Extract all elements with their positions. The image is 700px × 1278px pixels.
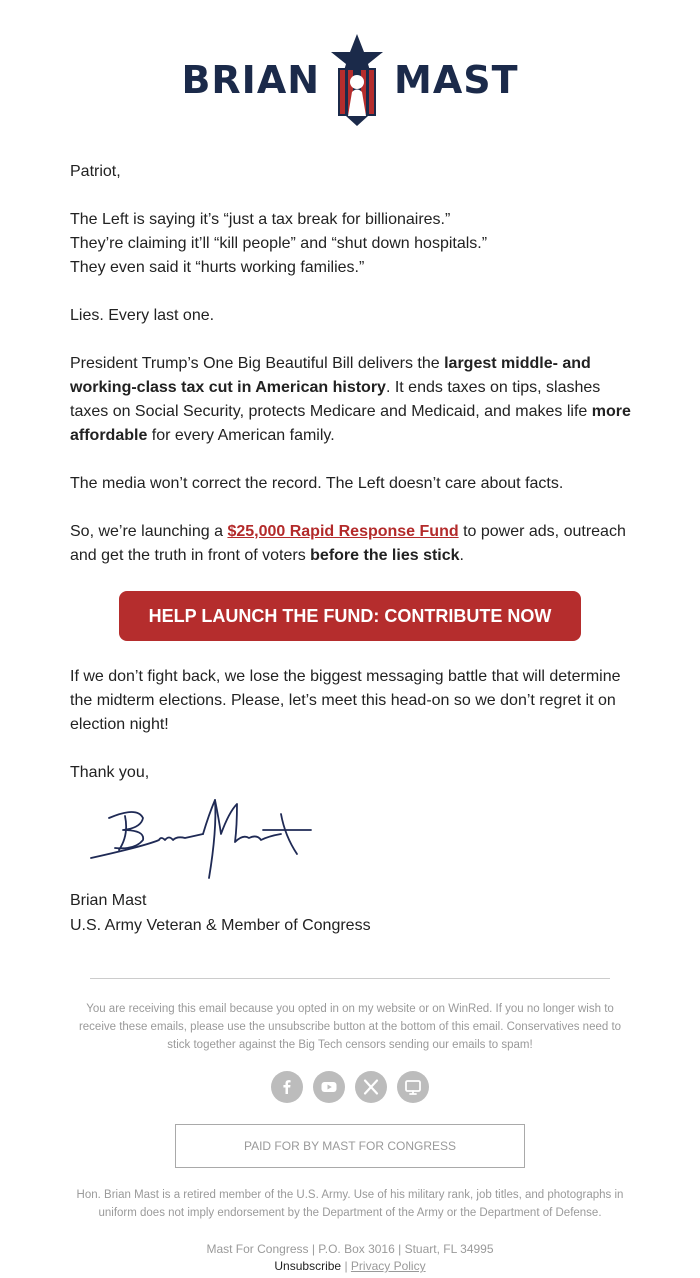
bold-run: before the lies stick — [310, 547, 460, 564]
paid-for-disclaimer: PAID FOR BY MAST FOR CONGRESS — [175, 1124, 525, 1168]
footer-links — [0, 1257, 700, 1275]
logo-last-name: MAST — [394, 58, 519, 102]
signer-name: Brian Mast — [70, 892, 147, 909]
website-icon[interactable] — [397, 1071, 429, 1103]
text-run: . — [459, 547, 464, 564]
claim-line: They even said it “hurts working families.” — [70, 259, 365, 276]
brand-logo — [0, 28, 700, 132]
cta-container — [119, 591, 581, 641]
text-run: So, we’re launching a — [70, 523, 228, 540]
claim-line: They’re claiming it’ll “kill people” and “shut down hospitals.” — [70, 235, 488, 252]
privacy-policy-link[interactable]: Privacy Policy — [350, 1259, 426, 1273]
paragraph-claims — [70, 208, 635, 280]
text-run: to power ads, outreach and get the truth in front of voters — [70, 523, 626, 564]
youtube-icon[interactable] — [313, 1071, 345, 1103]
claim-line: The Left is saying it’s “just a tax break for billionaires.” — [70, 211, 451, 228]
star-soldier-emblem-icon — [326, 32, 388, 128]
greeting: Patriot, — [70, 163, 121, 180]
signature-icon — [85, 790, 320, 882]
paragraph-lies: Lies. Every last one. — [70, 307, 215, 324]
bold-run: largest middle- and working-class tax cut in American history — [70, 355, 591, 396]
logo-first-name: BRIAN — [181, 58, 321, 102]
paragraph-fight-back: If we don’t fight back, we lose the biggest messaging battle that will determine the midterm elections. Please, let’s meet this head-on so we don’t regret it on election night! — [70, 668, 621, 733]
text-run: . It ends taxes on tips, slashes taxes on Social Security, protects Medicare and Medicaid, and makes life — [70, 379, 601, 420]
x-icon[interactable] — [355, 1071, 387, 1103]
email-body-closing — [70, 665, 635, 809]
closing-thanks: Thank you, — [70, 764, 150, 781]
email-body — [70, 160, 635, 592]
paragraph-bill — [70, 352, 635, 448]
signer-title: U.S. Army Veteran & Member of Congress — [70, 917, 371, 934]
army-disclaimer: Hon. Brian Mast is a retired member of the U.S. Army. Use of his military rank, job titles, and photographs in uniform does not imply endorsement by the Department of the Army or the Department of Defense. — [76, 1189, 624, 1219]
facebook-icon[interactable] — [271, 1071, 303, 1103]
mailing-address: Mast For Congress | P.O. Box 3016 | Stuart, FL 34995 — [206, 1242, 494, 1256]
paragraph-media: The media won’t correct the record. The Left doesn’t care about facts. — [70, 475, 564, 492]
footer-divider — [90, 978, 610, 979]
unsubscribe-link[interactable]: Unsubscribe — [274, 1259, 342, 1273]
link-separator: | — [344, 1259, 348, 1273]
signer-block — [70, 888, 371, 938]
optin-disclaimer: You are receiving this email because you opted in on my website or on WinRed. If you no longer wish to receive these emails, please use the unsubscribe button at the bottom of this email. Conservatives need to stick together against the Big Tech censors sending our emails to spam! — [78, 1003, 622, 1051]
social-links — [0, 1071, 700, 1103]
paragraph-fund — [70, 520, 635, 568]
contribute-now-button[interactable]: HELP LAUNCH THE FUND: CONTRIBUTE NOW — [119, 591, 581, 641]
text-run: President Trump’s One Big Beautiful Bill delivers the — [70, 355, 445, 372]
rapid-response-fund-link[interactable]: $25,000 Rapid Response Fund — [227, 523, 459, 540]
text-run: for every American family. — [147, 427, 335, 444]
bold-run: more affordable — [70, 403, 631, 444]
